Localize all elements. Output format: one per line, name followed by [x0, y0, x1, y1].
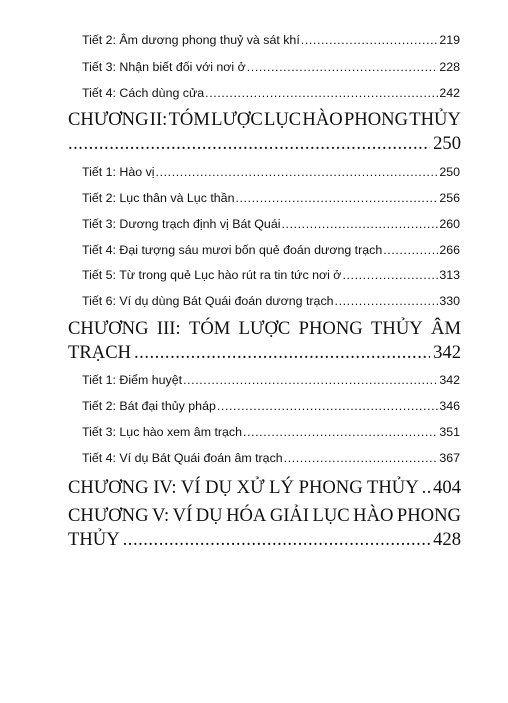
chapter-word: HÓA	[226, 505, 267, 526]
chapter-word: VÍ	[172, 505, 193, 526]
dot-leader	[301, 33, 439, 47]
chapter-word: PHONG	[298, 318, 363, 339]
entry-title: Tiết 3: Dương trạch định vị Bát Quái	[82, 217, 281, 231]
entry-title: Tiết 1: Điểm huyệt	[82, 373, 183, 387]
chapter-word: LƯỢC	[211, 109, 263, 130]
dot-leader	[68, 132, 430, 156]
chapter-word: LƯỢC	[238, 318, 291, 339]
toc-entry[interactable]	[82, 60, 460, 74]
chapter-word: PHONG	[396, 505, 461, 526]
dot-leader	[383, 243, 438, 257]
chapter-word: HÀO	[353, 505, 394, 526]
entry-page: 367	[439, 451, 460, 465]
entry-title: Tiết 6: Ví dụ dùng Bát Quái đoán dương trạch	[82, 294, 334, 308]
entry-page: 228	[439, 60, 460, 74]
entry-title: Tiết 2: Bát đại thủy pháp	[82, 399, 216, 413]
entry-title: Tiết 4: Cách dùng cửa	[82, 86, 205, 100]
chapter-title-line	[68, 504, 461, 528]
chapter-word: LỤC	[312, 505, 350, 526]
entry-page: 242	[439, 86, 460, 100]
dot-leader	[281, 217, 438, 231]
dot-leader	[205, 86, 438, 100]
toc-entry[interactable]	[82, 165, 460, 179]
entry-title: Tiết 4: Ví dụ Bát Quái đoán âm trạch	[82, 451, 283, 465]
entry-title: Tiết 2: Âm dương phong thuỷ và sát khí	[82, 33, 300, 47]
toc-entry[interactable]	[82, 425, 460, 439]
entry-title: Tiết 4: Đại tượng sáu mươi bốn quẻ đoán dương trạch	[82, 243, 383, 257]
entry-page: 330	[439, 294, 460, 308]
chapter-word: II:	[149, 109, 168, 130]
chapter-page: 342	[433, 342, 461, 363]
chapter-word: TÓM	[168, 109, 210, 130]
chapter-leader-line	[68, 476, 461, 500]
entry-page: 219	[439, 33, 460, 47]
entry-page: 266	[439, 243, 460, 257]
entry-title: Tiết 3: Lục hào xem âm trạch	[82, 425, 243, 439]
entry-page: 351	[439, 425, 460, 439]
entry-title: Tiết 2: Lục thân và Lục thần	[82, 191, 235, 205]
entry-title: Tiết 3: Nhận biết đối với nơi ở	[82, 60, 246, 74]
toc-entry[interactable]	[82, 86, 460, 100]
dot-leader	[217, 399, 438, 413]
chapter-leader-line	[68, 528, 461, 552]
entry-page: 313	[439, 268, 460, 282]
chapter-word: THỦY	[371, 318, 423, 339]
toc-chapter-heading[interactable]	[68, 317, 461, 365]
toc-chapter-heading[interactable]	[68, 504, 461, 552]
chapter-word: HÀO	[302, 109, 343, 130]
chapter-title: CHƯƠNG IV: VÍ DỤ XỬ LÝ PHONG THỦY	[68, 477, 419, 498]
dot-leader	[243, 425, 438, 439]
toc-entry[interactable]	[82, 243, 460, 257]
dot-leader	[134, 341, 430, 365]
chapter-page: 404	[433, 477, 461, 498]
chapter-word: CHƯƠNG	[68, 109, 149, 130]
chapter-page: 428	[433, 529, 461, 550]
chapter-title-line	[68, 108, 461, 132]
entry-page: 260	[439, 217, 460, 231]
chapter-title-continued: TRẠCH	[68, 342, 132, 363]
toc-chapter-heading[interactable]	[68, 108, 461, 156]
toc-entry[interactable]	[82, 294, 460, 308]
dot-leader	[183, 373, 438, 387]
chapter-word: CHƯƠNG	[68, 505, 149, 526]
chapter-page: 250	[433, 133, 461, 154]
dot-leader	[335, 294, 439, 308]
chapter-leader-line	[68, 341, 461, 365]
chapter-title-continued: THỦY	[68, 529, 120, 550]
dot-leader	[284, 451, 439, 465]
dot-leader	[123, 528, 430, 552]
dot-leader	[247, 60, 439, 74]
chapter-word: GIẢI	[269, 505, 310, 526]
toc-entry[interactable]	[82, 399, 460, 413]
toc-entry[interactable]	[82, 217, 460, 231]
dot-leader	[422, 476, 430, 500]
entry-page: 250	[439, 165, 460, 179]
dot-leader	[156, 165, 439, 179]
entry-title: Tiết 1: Hào vị	[82, 165, 155, 179]
dot-leader	[235, 191, 438, 205]
entry-title: Tiết 5: Từ trong quẻ Lục hào rút ra tin tức nơi ở	[82, 268, 342, 282]
chapter-word: DỤ	[195, 505, 223, 526]
entry-page: 346	[439, 399, 460, 413]
chapter-word: V:	[152, 505, 170, 526]
chapter-word: III:	[156, 318, 181, 339]
toc-entry[interactable]	[82, 191, 460, 205]
toc-entry[interactable]	[82, 373, 460, 387]
toc-entry[interactable]	[82, 33, 460, 47]
chapter-word: PHONG	[343, 109, 409, 130]
dot-leader	[342, 268, 438, 282]
chapter-word: CHƯƠNG	[68, 318, 149, 339]
chapter-word: THỦY	[409, 109, 461, 130]
toc-chapter-heading[interactable]	[68, 476, 461, 500]
chapter-word: LỤC	[264, 109, 302, 130]
chapter-leader-line	[68, 132, 461, 156]
entry-page: 256	[439, 191, 460, 205]
chapter-word: ÂM	[431, 318, 461, 339]
chapter-title-line	[68, 317, 461, 341]
toc-entry[interactable]	[82, 451, 460, 465]
toc-entry[interactable]	[82, 268, 460, 282]
chapter-word: TÓM	[188, 318, 231, 339]
entry-page: 342	[439, 373, 460, 387]
